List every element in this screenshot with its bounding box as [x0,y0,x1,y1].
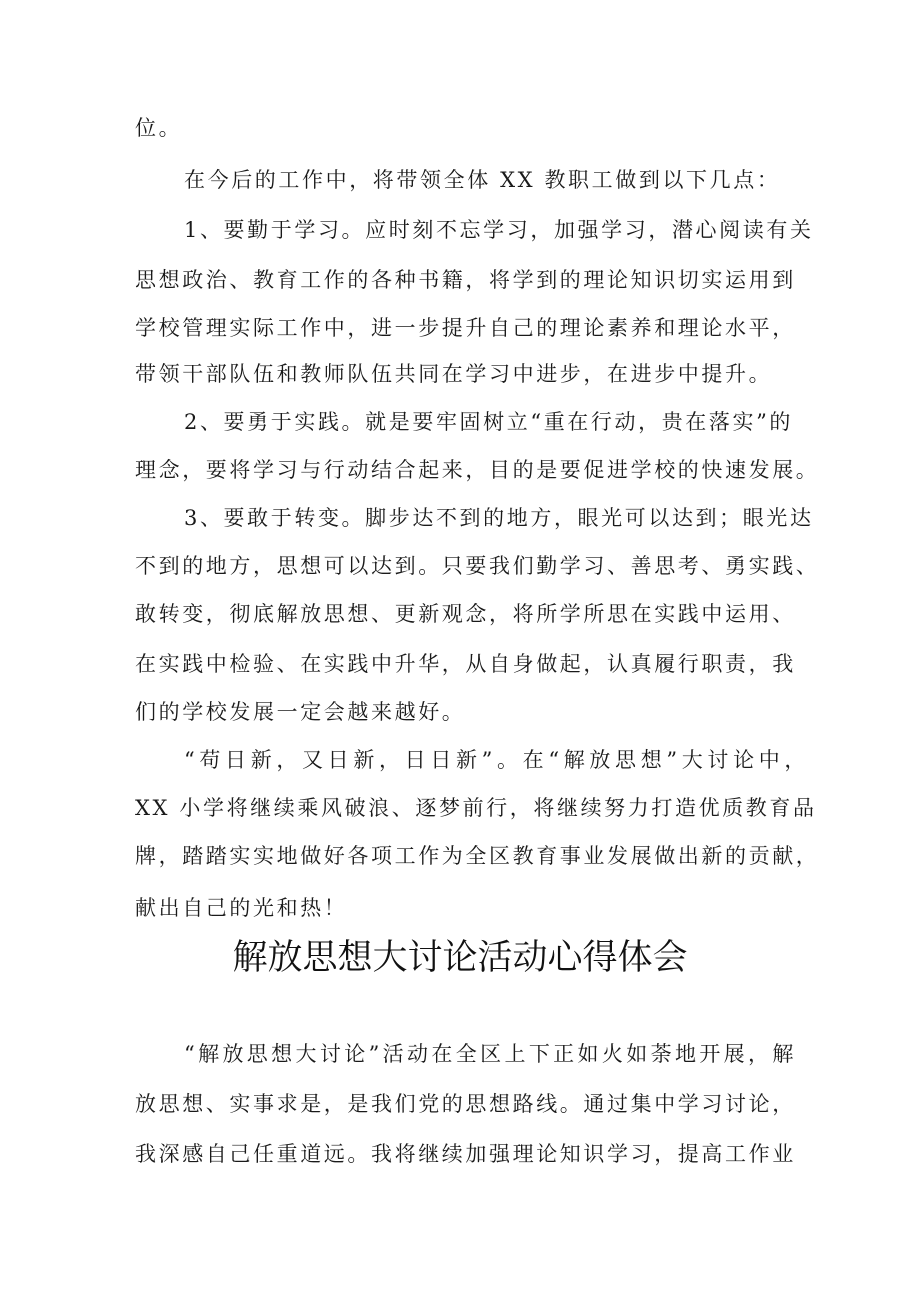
paragraph-line: 敢转变，彻底解放思想、更新观念，将所学所思在实践中运用、 [135,602,796,626]
paragraph-line: “解放思想大讨论”活动在全区上下正如火如荼地开展，解 [184,1042,796,1066]
paragraph-line: 在今后的工作中，将带领全体 XX 教职工做到以下几点： [184,168,781,192]
paragraph-line: “苟日新，又日新，日日新”。在“解放思想”大讨论中， [184,748,808,772]
paragraph-line: 1、要勤于学习。应时刻不忘学习，加强学习，潜心阅读有关 [184,218,814,242]
paragraph-line: 我深感自己任重道远。我将继续加强理论知识学习，提高工作业 [135,1142,796,1166]
paragraph-line: 不到的地方，思想可以达到。只要我们勤学习、善思考、勇实践、 [135,554,820,578]
paragraph-line: 思想政治、教育工作的各种书籍，将学到的理论知识切实运用到 [135,268,796,292]
paragraph-line: 放思想、实事求是，是我们党的思想路线。通过集中学习讨论， [135,1092,796,1116]
paragraph-line: 学校管理实际工作中，进一步提升自己的理论素养和理论水平， [135,316,796,340]
paragraph-line: 在实践中检验、在实践中升华，从自身做起，认真履行职责，我 [135,652,796,676]
paragraph-line: 们的学校发展一定会越来越好。 [135,700,466,724]
paragraph-line: 2、要勇于实践。就是要牢固树立“重在行动，贵在落实”的 [184,410,794,434]
section-title: 解放思想大讨论活动心得体会 [232,938,688,978]
paragraph-line: 带领干部队伍和教师队伍共同在学习中进步，在进步中提升。 [135,362,773,386]
paragraph-line: 3、要敢于转变。脚步达不到的地方，眼光可以达到；眼光达 [184,506,814,530]
paragraph-line: 献出自己的光和热！ [135,896,348,920]
paragraph-line: XX 小学将继续乘风破浪、逐梦前行，将继续努力打造优质教育品 [135,796,817,820]
paragraph-line: 理念，要将学习与行动结合起来，目的是要促进学校的快速发展。 [135,458,820,482]
paragraph-line: 位。 [135,116,183,140]
paragraph-line: 牌，踏踏实实地做好各项工作为全区教育事业发展做出新的贡献， [135,844,820,868]
